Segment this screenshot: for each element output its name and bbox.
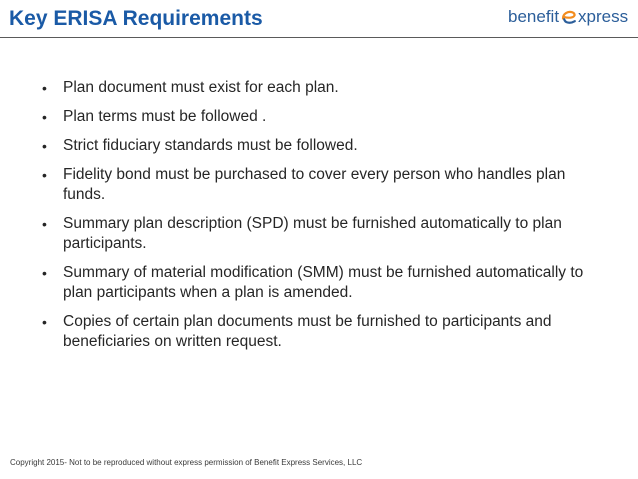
- list-item: [42, 312, 602, 352]
- bullet-glyph: •: [42, 216, 47, 232]
- bullet-glyph: •: [42, 265, 47, 281]
- header-divider: [0, 37, 638, 38]
- list-item-text: Plan terms must be followed .: [63, 108, 267, 125]
- list-item: [42, 263, 602, 303]
- list-item-text: Plan document must exist for each plan.: [63, 79, 339, 96]
- list-item: [42, 136, 602, 156]
- logo-word-right: xpress: [578, 7, 629, 26]
- list-item: [42, 165, 602, 205]
- benefit-express-logo: [508, 6, 628, 28]
- bullet-glyph: •: [42, 167, 47, 183]
- bullet-glyph: •: [42, 138, 47, 154]
- list-item-text: Fidelity bond must be purchased to cover every person who handles plan funds.: [63, 166, 566, 203]
- list-item: [42, 214, 602, 254]
- list-item-text: Summary plan description (SPD) must be furnished automatically to plan participants.: [63, 215, 562, 252]
- list-item: [42, 107, 602, 127]
- copyright-footer: Copyright 2015- Not to be reproduced without express permission of Benefit Express Services, LLC: [10, 458, 363, 467]
- slide-title: Key ERISA Requirements: [9, 7, 263, 30]
- e-swoosh-logo-icon: [560, 8, 578, 26]
- bullet-glyph: •: [42, 80, 47, 96]
- list-item-text: Summary of material modification (SMM) must be furnished automatically to plan participants when a plan is amended.: [63, 264, 584, 301]
- bullet-glyph: •: [42, 314, 47, 330]
- list-item-text: Strict fiduciary standards must be followed.: [63, 137, 358, 154]
- logo-word-left: benefit: [508, 7, 560, 26]
- list-item-text: Copies of certain plan documents must be furnished to participants and beneficiaries on written request.: [63, 313, 552, 350]
- list-item: [42, 78, 602, 98]
- requirements-list: [42, 78, 602, 361]
- bullet-glyph: •: [42, 109, 47, 125]
